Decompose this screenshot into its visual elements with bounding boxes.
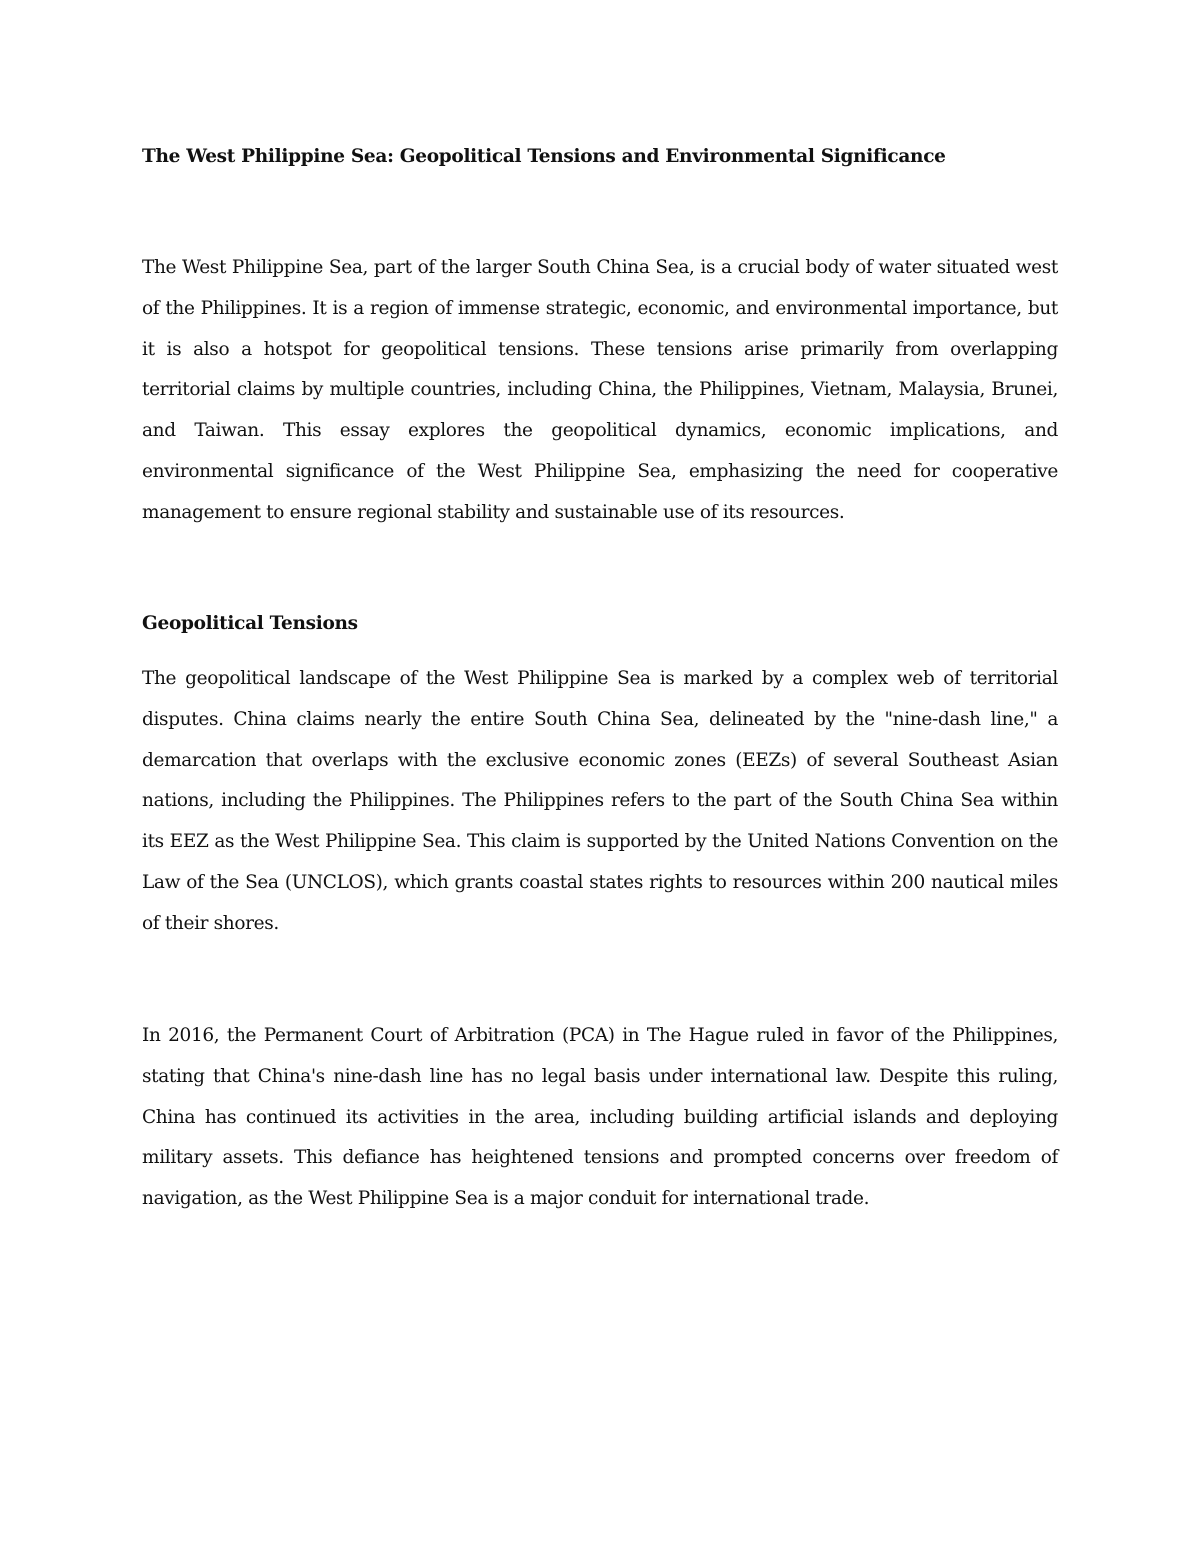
document-title: The West Philippine Sea: Geopolitical Tensions and Environmental Significance bbox=[142, 146, 946, 167]
section-paragraph-1: The geopolitical landscape of the West Philippine Sea is marked by a complex web of territorial disputes. China claims nearly the entire South China Sea, delineated by the "nine-dash line," a demarcation that overlaps with the exclusive economic zones (EEZs) of several Southeast Asian nations, including the Philippines. The Philippines refers to the part of the South China Sea within its EEZ as the West Philippine Sea. This claim is supported by the United Nations Convention on the Law of the Sea (UNCLOS), which grants coastal states rights to resources within 200 nautical miles of their shores. bbox=[142, 668, 1058, 934]
section-heading: Geopolitical Tensions bbox=[142, 613, 358, 634]
section-paragraph-2: In 2016, the Permanent Court of Arbitration (PCA) in The Hague ruled in favor of the Philippines, stating that China's nine-dash line has no legal basis under international law. Despite this ruling, China has continued its activities in the area, including building artificial islands and deploying military assets. This defiance has heightened tensions and prompted concerns over freedom of navigation, as the West Philippine Sea is a major conduit for international trade. bbox=[142, 1025, 1058, 1210]
intro-paragraph: The West Philippine Sea, part of the larger South China Sea, is a crucial body of water situated west of the Philippines. It is a region of immense strategic, economic, and environmental importance, but it is also a hotspot for geopolitical tensions. These tensions arise primarily from overlapping territorial claims by multiple countries, including China, the Philippines, Vietnam, Malaysia, Brunei, and Taiwan. This essay explores the geopolitical dynamics, economic implications, and environmental significance of the West Philippine Sea, emphasizing the need for cooperative management to ensure regional stability and sustainable use of its resources. bbox=[142, 257, 1058, 523]
